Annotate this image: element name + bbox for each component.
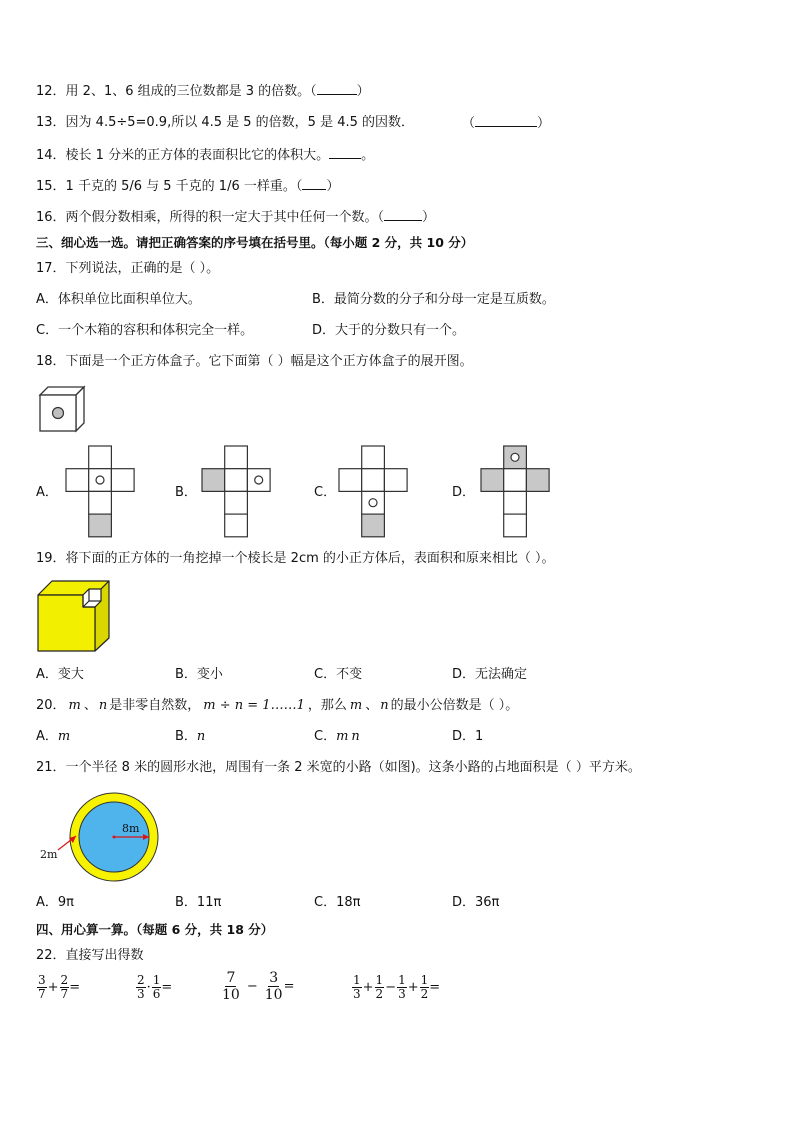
q20-stem: 20． m 、 n 是非零自然数， m ÷ n = 1……1 ，那么 m 、 n 的最小公倍数是（ ）。: [36, 698, 519, 713]
q20-option-c[interactable]: C．mn: [314, 729, 363, 744]
q20-option-d[interactable]: D．1: [452, 729, 484, 744]
q17-option-c[interactable]: C．一个木箱的容积和体积完全一样。: [36, 323, 254, 338]
q18-net-c[interactable]: [339, 446, 407, 538]
q19-stem: 19．将下面的正方体的一角挖掉一个棱长是 2cm 的小正方体后，表面积和原来相比（ ）。: [36, 551, 555, 566]
q13-text: 13．因为 4.5÷5=0.9,所以 4.5 是 5 的倍数，5 是 4.5 的因数．: [36, 115, 415, 130]
q18-option-d-label[interactable]: D．: [452, 485, 476, 500]
q18-option-b-label[interactable]: B．: [175, 485, 197, 500]
q19-option-d[interactable]: D．无法确定: [452, 667, 528, 682]
radius-label: 8m: [122, 822, 140, 835]
q22-stem: 22．直接写出得数: [36, 948, 144, 963]
q16-text: 16．两个假分数相乘，所得的积一定大于其中任何一个数。（: [36, 210, 385, 225]
q18-stem: 18．下面是一个正方体盒子。它下面第（ ）幅是这个正方体盒子的展开图。: [36, 354, 473, 369]
q13-answer: （ ）: [462, 116, 551, 131]
q15-text: 15．1 千克的 5/6 与 5 千克的 1/6 一样重。（: [36, 179, 303, 194]
expression-4: $\frac{1}{3}$ + $\frac{1}{2}$ − $\frac{1}{3}$ + $\frac{1}{2}$ =: [353, 973, 441, 1001]
q18-option-c-label[interactable]: C．: [314, 485, 337, 500]
q18-net-a[interactable]: [66, 446, 134, 538]
q21-option-d[interactable]: D．36π: [452, 895, 500, 910]
q19-option-b[interactable]: B．变小: [175, 667, 223, 682]
q21-option-c[interactable]: C．18π: [314, 895, 361, 910]
q17-stem: 17．下列说法，正确的是（ ）。: [36, 261, 220, 276]
q15-answer-blank[interactable]: [302, 177, 326, 190]
q18-net-d[interactable]: [481, 446, 549, 538]
expression-3: $\frac{7}{10}$ − $\frac{3}{10}$ =: [222, 970, 295, 1003]
q17-option-d[interactable]: D．大于的分数只有一个。: [312, 323, 466, 338]
yellow-cube-figure: [37, 580, 112, 652]
cube-box-figure: [38, 385, 86, 433]
section-4-heading: 四、用心算一算。（每题 6 分，共 18 分）: [36, 922, 274, 937]
q18-option-a-label[interactable]: A．: [36, 485, 58, 500]
question-13: [36, 114, 414, 132]
q21-option-a[interactable]: A．9π: [36, 895, 74, 910]
q18-net-b[interactable]: [202, 446, 270, 538]
question-12: 12．用 2、1、6 组成的三位数都是 3 的倍数。（ ）: [36, 84, 370, 99]
path-width-label: 2m: [40, 848, 58, 861]
question-14: 14．棱长 1 分米的正方体的表面积比它的体积大。 。: [36, 148, 375, 163]
q17-option-a[interactable]: A．体积单位比面积单位大。: [36, 292, 201, 307]
question-16: 16．两个假分数相乘，所得的积一定大于其中任何一个数。（ ）: [36, 210, 436, 225]
question-15: 15．1 千克的 5/6 与 5 千克的 1/6 一样重。（ ）: [36, 179, 340, 194]
expression-2: $\frac{2}{3}$ · $\frac{1}{6}$ =: [137, 973, 173, 1001]
q12-text: 12．用 2、1、6 组成的三位数都是 3 的倍数。（: [36, 84, 317, 99]
q20-equation: m ÷ n = 1……1: [203, 698, 305, 713]
q20-option-a[interactable]: A．m: [36, 729, 71, 744]
q19-option-c[interactable]: C．不变: [314, 667, 363, 682]
q20-option-b[interactable]: B．n: [175, 729, 206, 744]
q12-answer-blank[interactable]: [317, 82, 357, 95]
q13-answer-blank[interactable]: [475, 114, 537, 127]
q14-text: 14．棱长 1 分米的正方体的表面积比它的体积大。: [36, 148, 330, 163]
q14-answer-blank[interactable]: [329, 146, 361, 159]
expression-1: $\frac{3}{7}$ + $\frac{2}{7}$ =: [38, 973, 81, 1001]
q21-stem: 21．一个半径 8 米的圆形水池，周围有一条 2 米宽的小路（如图)。这条小路的占地面积是（ ）平方米。: [36, 760, 641, 775]
q17-option-b[interactable]: B．最简分数的分子和分母一定是互质数。: [312, 292, 555, 307]
section-3-heading: 三、细心选一选。请把正确答案的序号填在括号里。（每小题 2 分，共 10 分）: [36, 235, 474, 250]
q16-answer-blank[interactable]: [384, 208, 422, 221]
q19-option-a[interactable]: A．变大: [36, 667, 84, 682]
pool-figure: [38, 792, 162, 884]
q21-option-b[interactable]: B．11π: [175, 895, 222, 910]
